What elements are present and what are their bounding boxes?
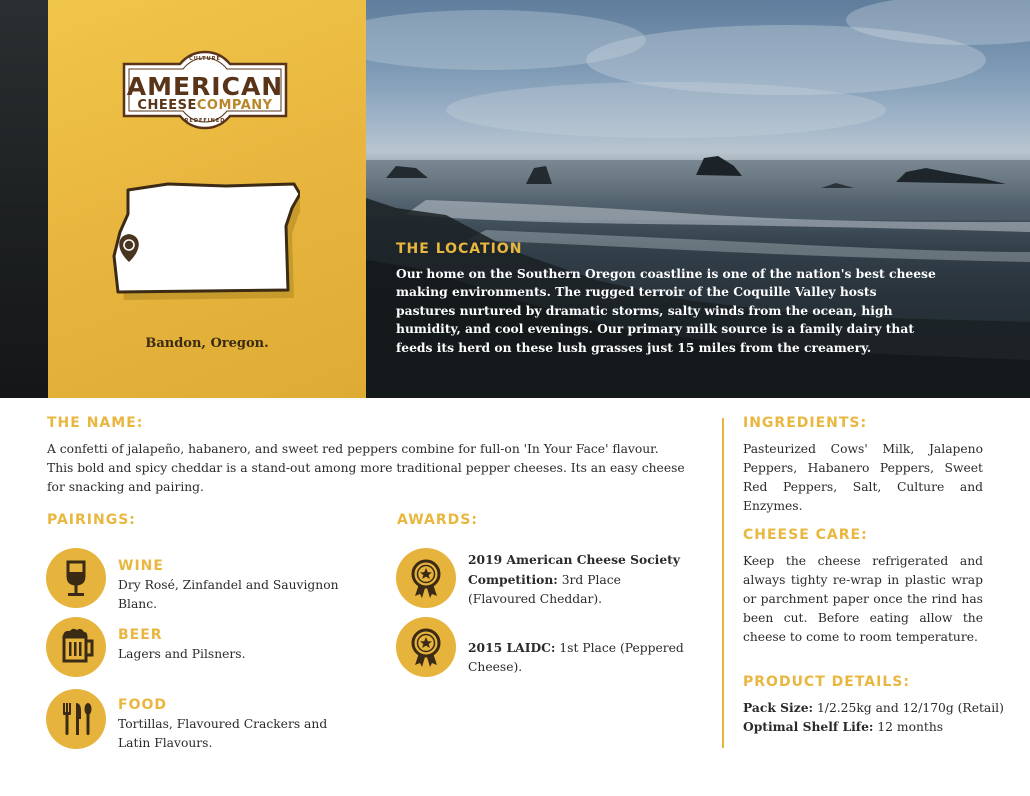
award-medal-icon bbox=[396, 617, 456, 677]
cheese-care-text: Keep the cheese refrigerated and always tighty re-wrap in plastic wrap or parchment paper once the rind has been cut. Before eating allow the cheese to come to room temperature. bbox=[743, 554, 983, 644]
logo-word-cheese: CHEESE bbox=[137, 98, 197, 113]
pairing-food-title: FOOD bbox=[118, 697, 167, 713]
award-laidc-2015-result: 1st Place (Peppered Cheese). bbox=[468, 641, 684, 674]
pairings-heading: PAIRINGS: bbox=[47, 512, 136, 528]
pairing-food-text: Tortillas, Flavoured Crackers and Latin Flavours. bbox=[118, 717, 328, 750]
pack-size-label: Pack Size: bbox=[743, 700, 814, 715]
hero-left-edge bbox=[0, 0, 48, 398]
shelf-life-line bbox=[743, 719, 943, 734]
name-heading: THE NAME: bbox=[47, 415, 144, 431]
location-heading: THE LOCATION bbox=[396, 241, 523, 257]
award-acs-2019-result: 3rd Place (Flavoured Cheddar). bbox=[468, 573, 621, 606]
logo-word-company: COMPANY bbox=[196, 98, 273, 113]
awards-heading: AWARDS: bbox=[397, 512, 478, 528]
location-description: Our home on the Southern Oregon coastline is one of the nation's best cheese making environments. The rugged terroir of the Coquille Valley hosts pastures nurtured by dramatic storms, salty winds from the ocean, high humidity, and cool evenings. Our primary milk source is a family dairy that feeds its herd on these lush grasses just 15 miles from the creamery. bbox=[396, 266, 936, 355]
cutlery-icon bbox=[46, 689, 106, 749]
name-description: A confetti of jalapeño, habanero, and sweet red peppers combine for full-on 'In Your Face' flavour. This bold and spicy cheddar is a stand-out among more traditional pepper cheeses. Its an easy cheese for snacking and pairing. bbox=[47, 442, 685, 494]
logo-tagline-bottom: REDEFINED bbox=[184, 118, 226, 124]
pack-size-value: 1/2.25kg and 12/170g (Retail) bbox=[813, 701, 1004, 715]
shelf-life-value: 12 months bbox=[873, 720, 944, 734]
product-details-heading: PRODUCT DETAILS: bbox=[743, 674, 910, 690]
beer-mug-icon bbox=[46, 617, 106, 677]
award-laidc-2015-title: 2015 LAIDC: bbox=[468, 640, 556, 655]
pairing-beer-text: Lagers and Pilsners. bbox=[118, 647, 246, 661]
logo-tagline-top: CULTURE bbox=[189, 56, 221, 62]
pairing-wine-text: Dry Rosé, Zinfandel and Sauvignon Blanc. bbox=[118, 578, 339, 611]
shelf-life-label: Optimal Shelf Life: bbox=[743, 719, 874, 734]
oregon-map-icon bbox=[108, 178, 300, 302]
logo-wordmark-line1: AMERICAN bbox=[126, 72, 284, 101]
company-logo bbox=[120, 50, 290, 130]
award-medal-icon bbox=[396, 548, 456, 608]
award-acs-2019-title: 2019 American Cheese Society Competition: bbox=[468, 552, 681, 587]
wine-glass-icon bbox=[46, 548, 106, 608]
pairing-beer-title: BEER bbox=[118, 627, 163, 643]
ingredients-heading: INGREDIENTS: bbox=[743, 415, 868, 431]
column-divider bbox=[722, 418, 724, 748]
pairing-wine-title: WINE bbox=[118, 558, 164, 574]
location-place-label: Bandon, Oregon. bbox=[145, 336, 269, 351]
award-laidc-2015 bbox=[468, 638, 718, 677]
award-acs-2019 bbox=[468, 550, 688, 609]
cheese-care-heading: CHEESE CARE: bbox=[743, 527, 868, 543]
pack-size-line bbox=[743, 700, 1004, 715]
ingredients-text: Pasteurized Cows' Milk, Jalapeno Peppers, Habanero Peppers, Sweet Red Peppers, Salt, Culture and Enzymes. bbox=[743, 442, 983, 513]
logo-wordmark-line2 bbox=[120, 98, 290, 113]
